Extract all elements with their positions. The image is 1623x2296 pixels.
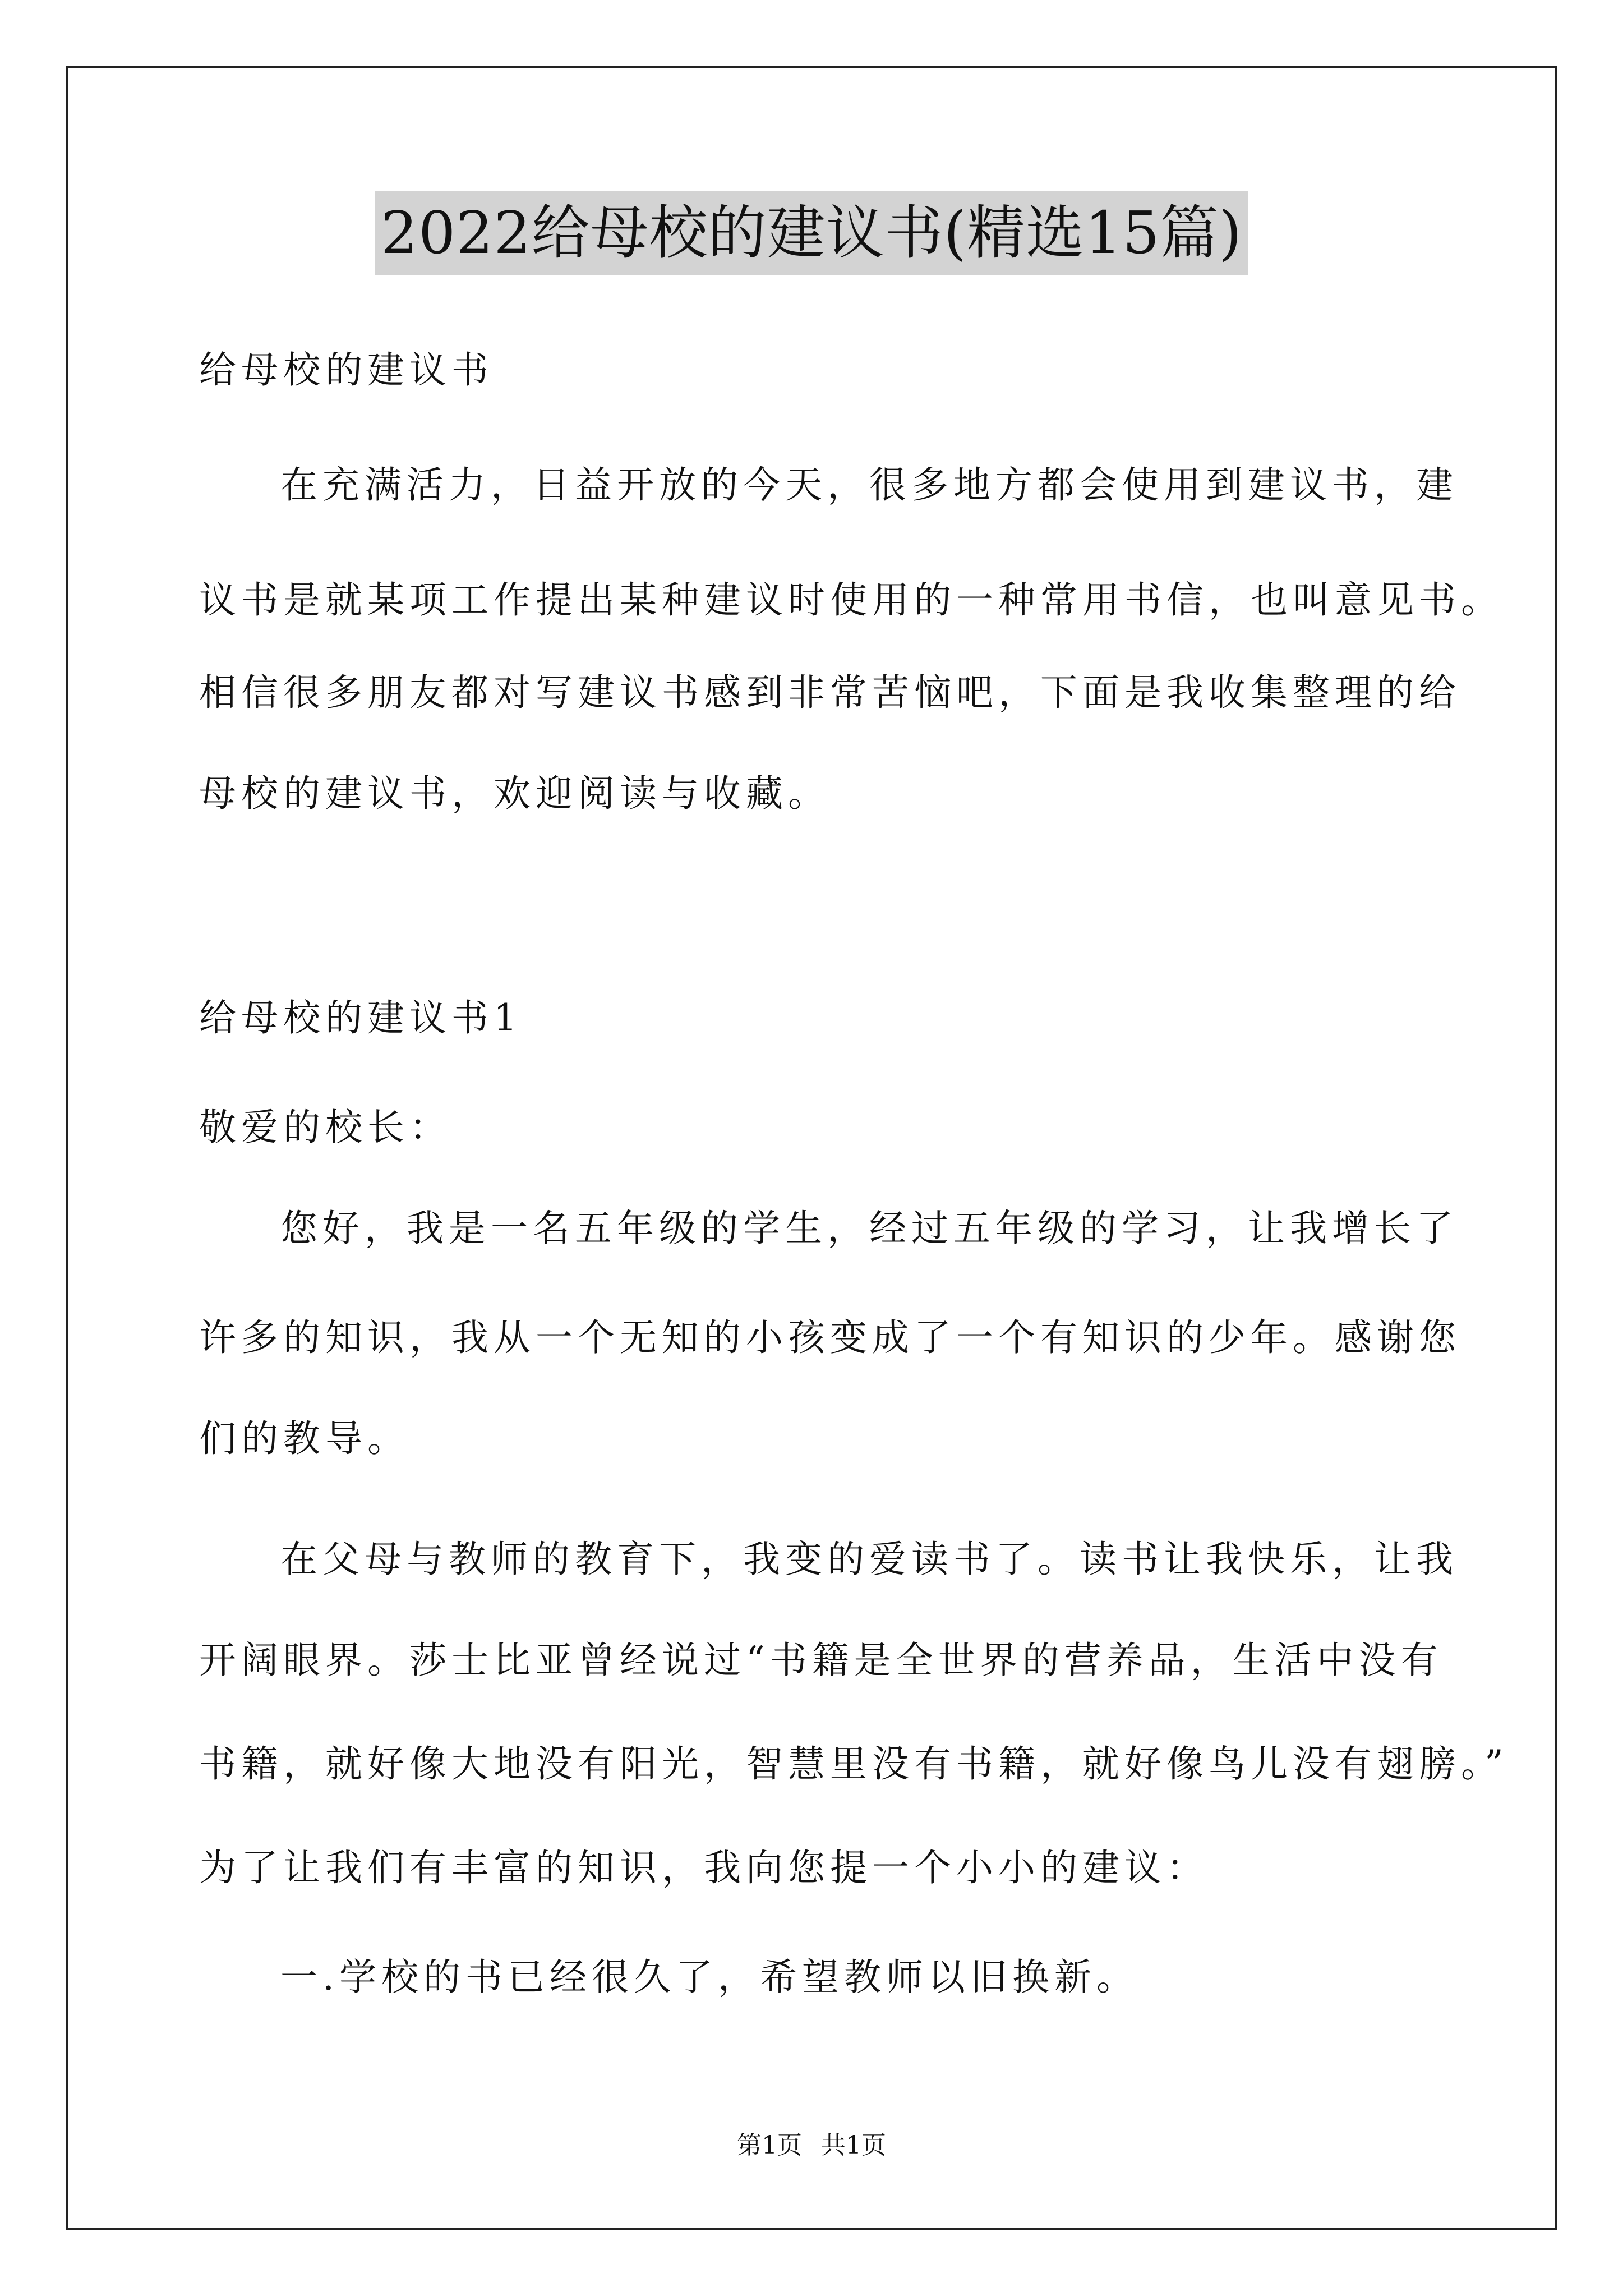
section-heading: 给母校的建议书1 [199,996,522,1039]
salutation: 敬爱的校长： [199,1106,451,1149]
paragraph-line: 母校的建议书，欢迎阅读与收藏。 [199,772,830,815]
paragraph-line: 在充满活力，日益开放的今天，很多地方都会使用到建议书，建 [280,463,1458,507]
paragraph-line: 开阔眼界。莎士比亚曾经说过“书籍是全世界的营养品，生活中没有 [199,1639,1443,1682]
page-number: 第1页 [737,2131,802,2160]
section-heading: 给母校的建议书 [199,348,494,392]
title-container [0,191,1623,275]
page-total: 共1页 [821,2131,886,2160]
paragraph-line: 许多的知识，我从一个无知的小孩变成了一个有知识的少年。感谢您 [199,1316,1461,1359]
document-title: 2022给母校的建议书(精选15篇) [375,191,1248,275]
paragraph-line: 相信很多朋友都对写建议书感到非常苦恼吧，下面是我收集整理的给 [199,671,1461,714]
list-item: 一.学校的书已经很久了，希望教师以旧换新。 [280,1955,1138,1999]
paragraph-line: 在父母与教师的教育下，我变的爱读书了。读书让我快乐，让我 [280,1538,1458,1581]
page-footer [0,2129,1623,2162]
paragraph-line: 为了让我们有丰富的知识，我向您提一个小小的建议： [199,1846,1209,1889]
paragraph-line: 书籍，就好像大地没有阳光，智慧里没有书籍，就好像鸟儿没有翅膀。” [199,1742,1509,1786]
paragraph-line: 您好，我是一名五年级的学生，经过五年级的学习，让我增长了 [280,1207,1458,1250]
paragraph-line: 们的教导。 [199,1417,409,1460]
paragraph-line: 议书是就某项工作提出某种建议时使用的一种常用书信，也叫意见书。 [199,578,1503,622]
